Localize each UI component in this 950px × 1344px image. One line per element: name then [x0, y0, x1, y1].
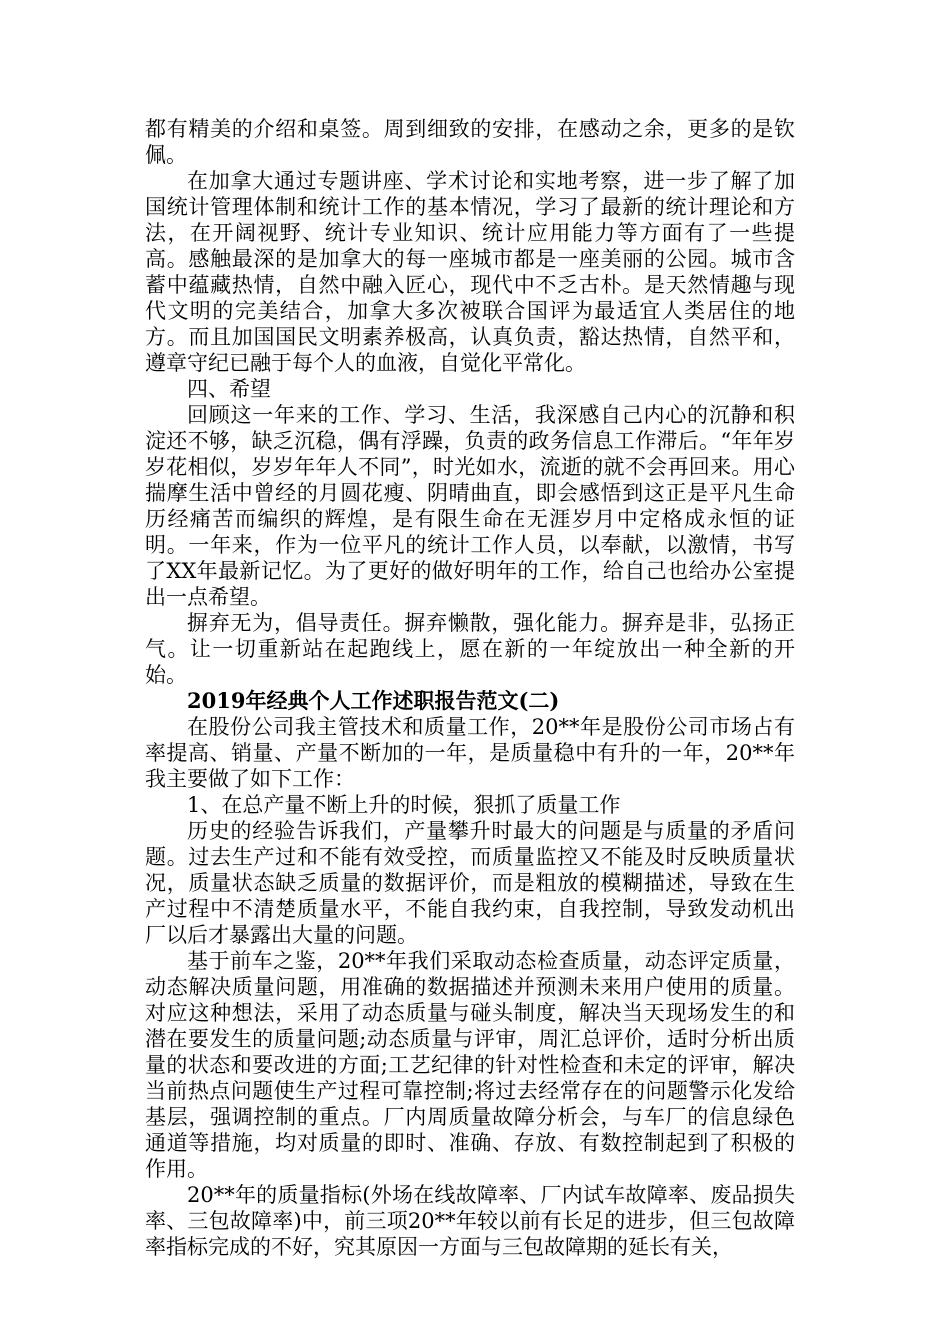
paragraph-canada: 在加拿大通过专题讲座、学术讨论和实地考察，进一步了解了加国统计管理体制和统计工作的基本情况，学习了最新的统计理论和方法，在开阔视野、统计专业知识、统计应用能力等方面有了一些提高。感触最深的是加拿大的每一座城市都是一座美丽的公园。城市含蓄中蕴藏热情，自然中融入匠心，现代中不乏古朴。是天然情趣与现代文明的完美结合，加拿大多次被联合国评为最适宜人类居住的地方。而且加国国民文明素养极高，认真负责，豁达热情，自然平和，遵章守纪已融于每个人的血液，自觉化平常化。: [145, 169, 795, 375]
paragraph-history: 历史的经验告诉我们，产量攀升时最大的问题是与质量的矛盾问题。过去生产过和不能有效受控，而质量监控又不能及时反映质量状况，质量状态缺乏质量的数据评价，而是粗放的模糊描述，导致在生产过程中不清楚质量水平，不能自我约束，自我控制，导致发动机出厂以后才暴露出大量的问题。: [145, 819, 795, 947]
paragraph-dynamic: 基于前车之鉴，20**年我们采取动态检查质量，动态评定质量，动态解决质量问题，用准确的数据描述并预测未来用户使用的质量。对应这种想法，采用了动态质量与碰头制度，解决当天现场发生的和潜在要发生的质量问题;动态质量与评审，周汇总评价，适时分析出质量的状态和要改进的方面;工艺纪律的针对性检查和未定的评审，解决当前热点问题使生产过程可靠控制;将过去经常存在的问题警示化发给基层，强调控制的重点。厂内周质量故障分析会，与车厂的信息绿色通道等措施，均对质量的即时、准确、存放、有数控制起到了积极的作用。: [145, 949, 795, 1181]
paragraph-review: 回顾这一年来的工作、学习、生活，我深感自己内心的沉静和积淀还不够，缺乏沉稳，偶有浮躁，负责的政务信息工作滞后。“年年岁岁花相似，岁岁年年人不同”，时光如水，流逝的就不会再回来。用心揣摩生活中曾经的月圆花瘦、阴晴曲直，即会感悟到这正是平凡生命历经痛苦而编织的辉煌，是有限生命在无涯岁月中定格成永恒的证明。一年来，作为一位平凡的统计工作人员，以奉献，以激情，书写了XX年最新记忆。为了更好的做好明年的工作，给自己也给办公室提出一点希望。: [145, 403, 795, 609]
paragraph-abandon: 摒弃无为，倡导责任。摒弃懒散，强化能力。摒弃是非，弘扬正气。让一切重新站在起跑线上，愿在新的一年绽放出一种全新的开始。: [145, 611, 795, 687]
document-page: [145, 116, 795, 1260]
section-heading-quality: 1、在总产量不断上升的时候，狠抓了质量工作: [187, 793, 621, 817]
article-title: 2019年经典个人工作述职报告范文(二): [187, 688, 560, 713]
section-heading-hope: 四、希望: [187, 377, 271, 401]
paragraph-continuation: 都有精美的介绍和桌签。周到细致的安排，在感动之余，更多的是钦佩。: [145, 117, 795, 167]
paragraph-indicators: 20**年的质量指标(外场在线故障率、厂内试车故障率、废品损失率、三包故障率)中，前三项20**年较以前有长足的进步，但三包故障率指标完成的不好，究其原因一方面与三包故障期的延长有关，: [145, 1183, 795, 1259]
paragraph-intro: 在股份公司我主管技术和质量工作，20**年是股份公司市场占有率提高、销量、产量不断加的一年，是质量稳中有升的一年，20**年我主要做了如下工作：: [145, 715, 795, 791]
